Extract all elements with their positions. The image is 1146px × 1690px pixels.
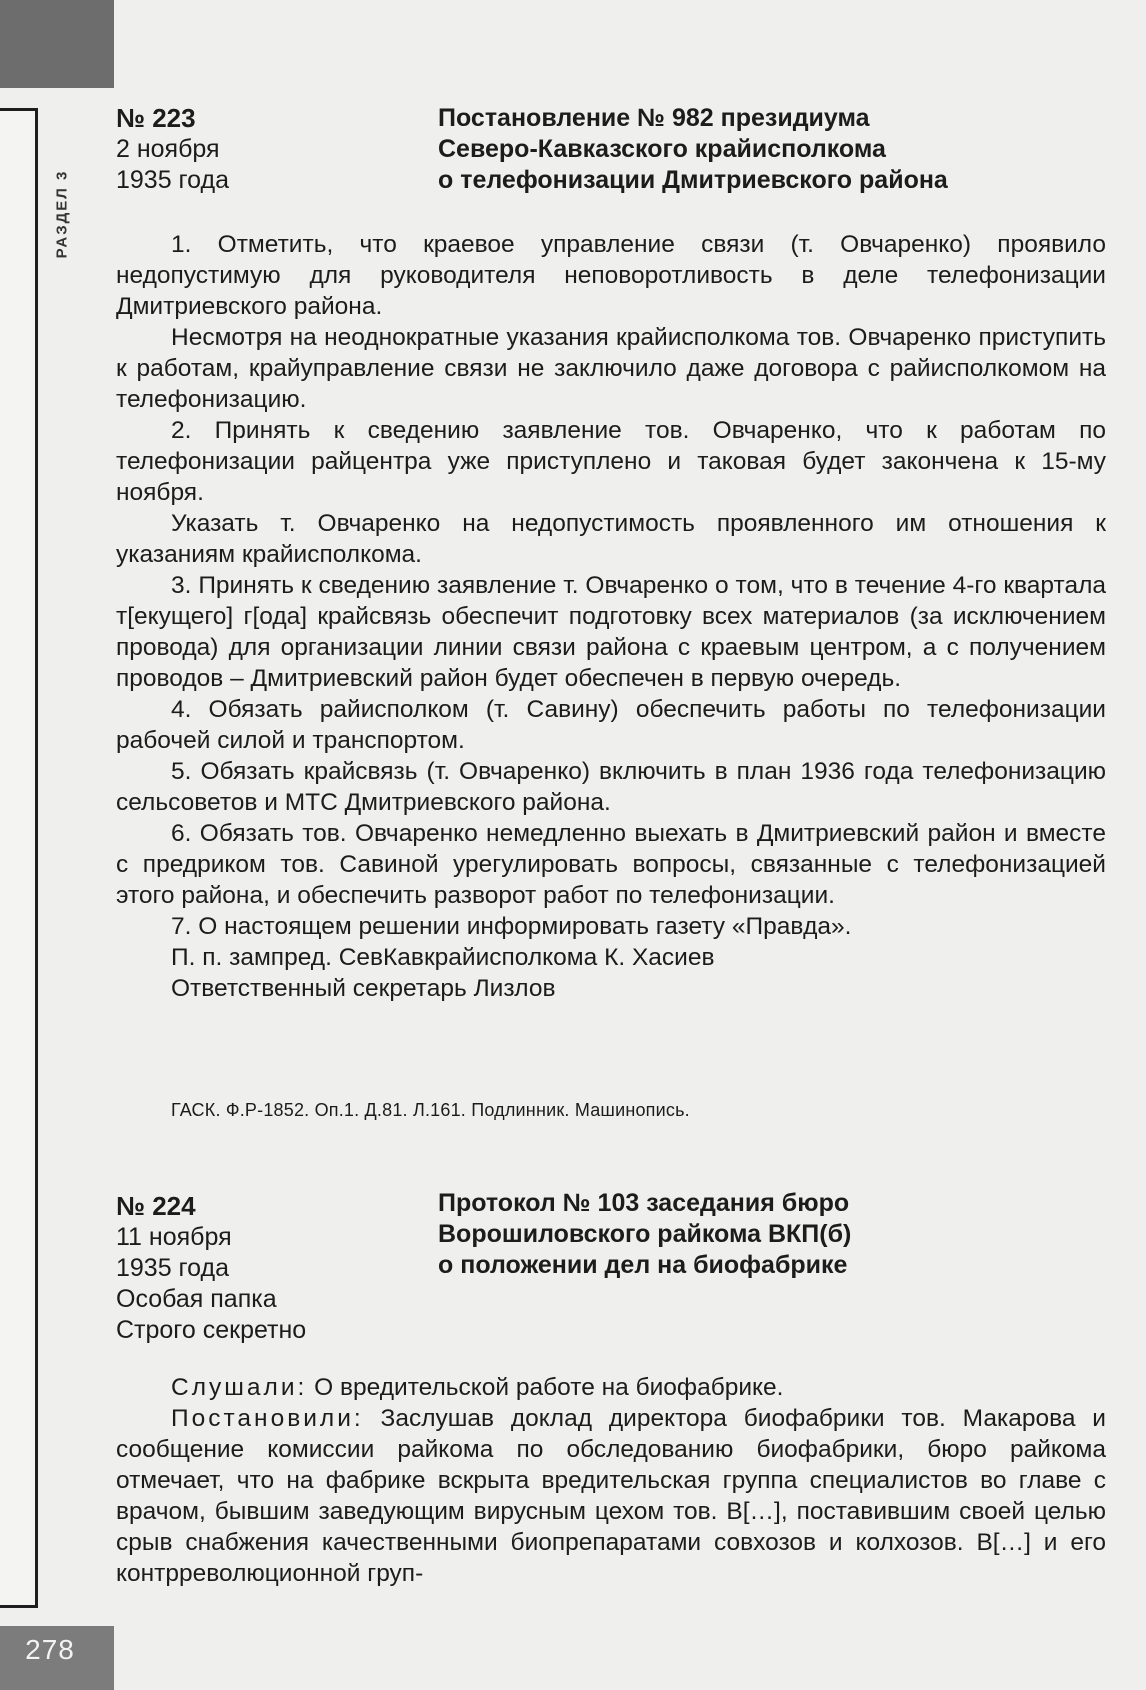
doc223-signature-secretary: Ответственный секретарь Лизлов [171,975,556,1002]
doc224-date-year: 1935 года [116,1254,229,1282]
doc223-paragraph: 6. Обязать тов. Овчаренко немедленно выехать в Дмитриевский район и вместе с предриком тов. Савиной урегулировать вопросы, связанные с телефонизацией этого района, и обеспечить разворот работ по телефонизации. [116,820,1106,909]
doc224-resolved-text: Заслушав доклад директора биофабрики тов. Макарова и сообщение комиссии райкома по обследованию биофабрики, бюро райкома отмечает, что на фабрике вскрыта вредительская группа специалистов во главе с врачом, бывшим заведующим вирусным цехом тов. В[…], поставившим своей целью срыв снабжения качественными биопрепаратами совхозов и колхозов. В[…] и его контрреволюционной груп- [116,1405,1106,1587]
doc223-title-line3: о телефонизации Дмитриевского района [438,166,948,194]
doc224-resolved [116,1403,1106,1589]
doc223-meta [116,103,229,196]
doc223-paragraph: 4. Обязать райисполком (т. Савину) обеспечить работы по телефонизации рабочей силой и транспортом. [116,696,1106,754]
doc223-date-year: 1935 года [116,166,229,194]
doc223-paragraph: 5. Обязать крайсвязь (т. Овчаренко) включить в план 1936 года телефонизацию сельсоветов и МТС Дмитриевского района. [116,758,1106,816]
doc223-title-line1: Постановление № 982 президиума [438,104,870,132]
doc224-title-line2: Ворошиловского райкома ВКП(б) [438,1220,852,1248]
doc223-signature-deputy: П. п. зампред. СевКавкрайисполкома К. Хасиев [171,944,715,971]
doc224-heard-label: Слушали: [171,1374,308,1401]
doc223-paragraph: Указать т. Овчаренко на недопустимость проявленного им отношения к указаниям крайисполкома. [116,510,1106,568]
doc223-date-day: 2 ноября [116,135,220,163]
doc224-heard-text: О вредительской работе на биофабрике. [307,1374,784,1401]
doc223-title [438,103,1078,196]
margin-frame [0,108,38,1608]
doc223-paragraph: 7. О настоящем решении информировать газету «Правда». [171,913,852,940]
doc223-paragraph: 1. Отметить, что краевое управление связи (т. Овчаренко) проявило недопустимую для руководителя неповоротливость в деле телефонизации Дмитриевского района. [116,231,1106,320]
doc224-resolved-label: Постановили: [171,1405,364,1432]
doc223-archive-source: ГАСК. Ф.Р-1852. Оп.1. Д.81. Л.161. Подлинник. Машинопись. [171,1100,690,1120]
doc224-note-folder: Особая папка [116,1285,277,1313]
doc223-body [116,229,1106,1004]
doc223-number: № 223 [116,103,196,133]
doc223-paragraph: 3. Принять к сведению заявление т. Овчаренко о том, что в течение 4-го квартала т[екущего] г[ода] крайсвязь обеспечит подготовку всех материалов (за исключением провода) для организации линии связи района с краевым центром, а с получением проводов – Дмитриевский район будет обеспечен в первую очередь. [116,572,1106,692]
corner-block [0,0,114,88]
doc224-meta [116,1191,306,1346]
doc223-paragraph: 2. Принять к сведению заявление тов. Овчаренко, что к работам по телефонизации райцентра уже приступлено и таковая будет закончена к 15-му ноября. [116,417,1106,506]
doc224-title-line1: Протокол № 103 заседания бюро [438,1189,850,1217]
doc224-title-line3: о положении дел на биофабрике [438,1251,848,1279]
doc224-body [116,1372,1106,1589]
section-label: РАЗДЕЛ 3 [53,169,71,259]
doc223-paragraph: Несмотря на неоднократные указания крайисполкома тов. Овчаренко приступить к работам, крайуправление связи не заключило даже договора с райисполкомом на телефонизацию. [116,324,1106,413]
doc224-date-day: 11 ноября [116,1223,232,1251]
doc223-title-line2: Северо-Кавказского крайисполкома [438,135,886,163]
doc224-number: № 224 [116,1191,196,1221]
doc224-heard [116,1372,1106,1403]
doc224-title [438,1188,1078,1281]
doc224-note-secret: Строго секретно [116,1316,307,1344]
page-number: 278 [25,1634,75,1665]
